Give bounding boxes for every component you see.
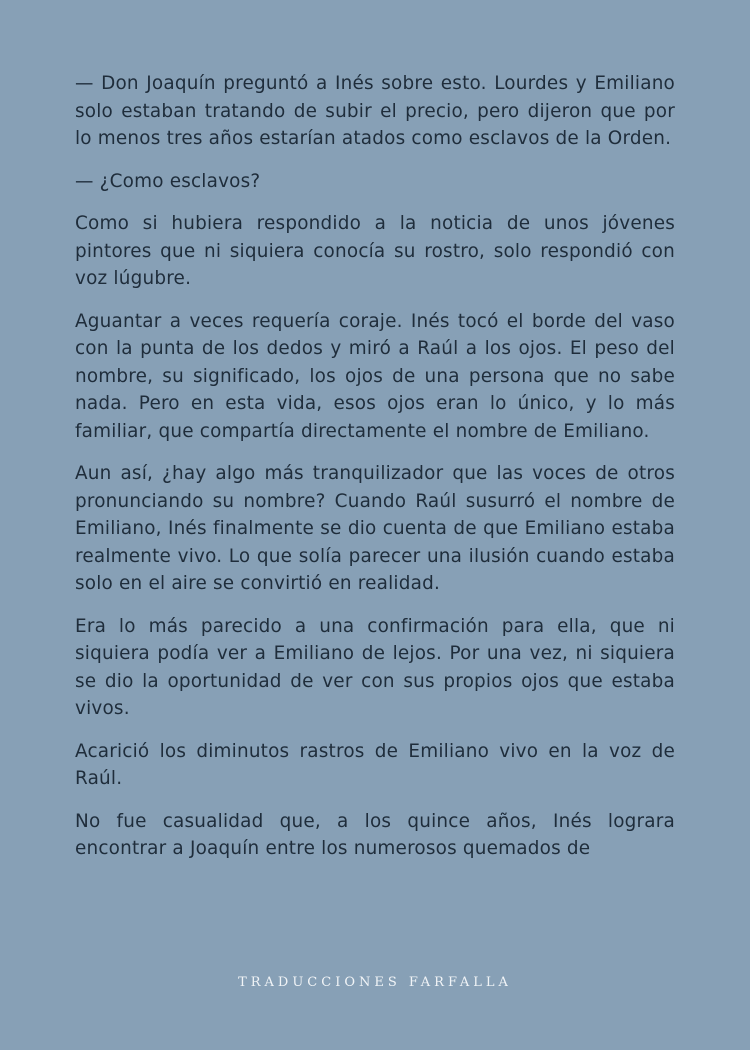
page-content [75, 70, 675, 970]
paragraph: Aun así, ¿hay algo más tranquilizador que las voces de otros pronunciando su nombre? Cuando Raúl susurró el nombre de Emiliano, Inés finalmente se dio cuenta de que Emiliano estaba realmente vivo. Lo que solía parecer una ilusión cuando estaba solo en el aire se convirtió en realidad. [75, 463, 675, 594]
paragraph: No fue casualidad que, a los quince años, Inés lograra encontrar a Joaquín entre los numerosos quemados de [75, 810, 675, 859]
paragraph: — ¿Como esclavos? [75, 170, 261, 192]
paragraph: Como si hubiera respondido a la noticia de unos jóvenes pintores que ni siquiera conocía su rostro, solo respondió con voz lúgubre. [75, 213, 675, 289]
paragraph: Era lo más parecido a una confirmación para ella, que ni siquiera podía ver a Emiliano de lejos. Por una vez, ni siquiera se dio la oportunidad de ver con sus propios ojos que estaba vivos. [75, 615, 675, 719]
paragraph: — Don Joaquín preguntó a Inés sobre esto. Lourdes y Emiliano solo estaban tratando de subir el precio, pero dijeron que por lo menos tres años estarían atados como esclavos de la Orden. [75, 73, 675, 149]
page-footer: TRADUCCIONES FARFALLA [238, 975, 512, 990]
paragraph: Aguantar a veces requería coraje. Inés tocó el borde del vaso con la punta de los dedos y miró a Raúl a los ojos. El peso del nombre, su significado, los ojos de una persona que no sabe nada. Pero en esta vida, esos ojos eran lo único, y lo más familiar, que compartía directamente el nombre de Emiliano. [75, 310, 675, 442]
paragraph: Acarició los diminutos rastros de Emiliano vivo en la voz de Raúl. [75, 740, 675, 789]
